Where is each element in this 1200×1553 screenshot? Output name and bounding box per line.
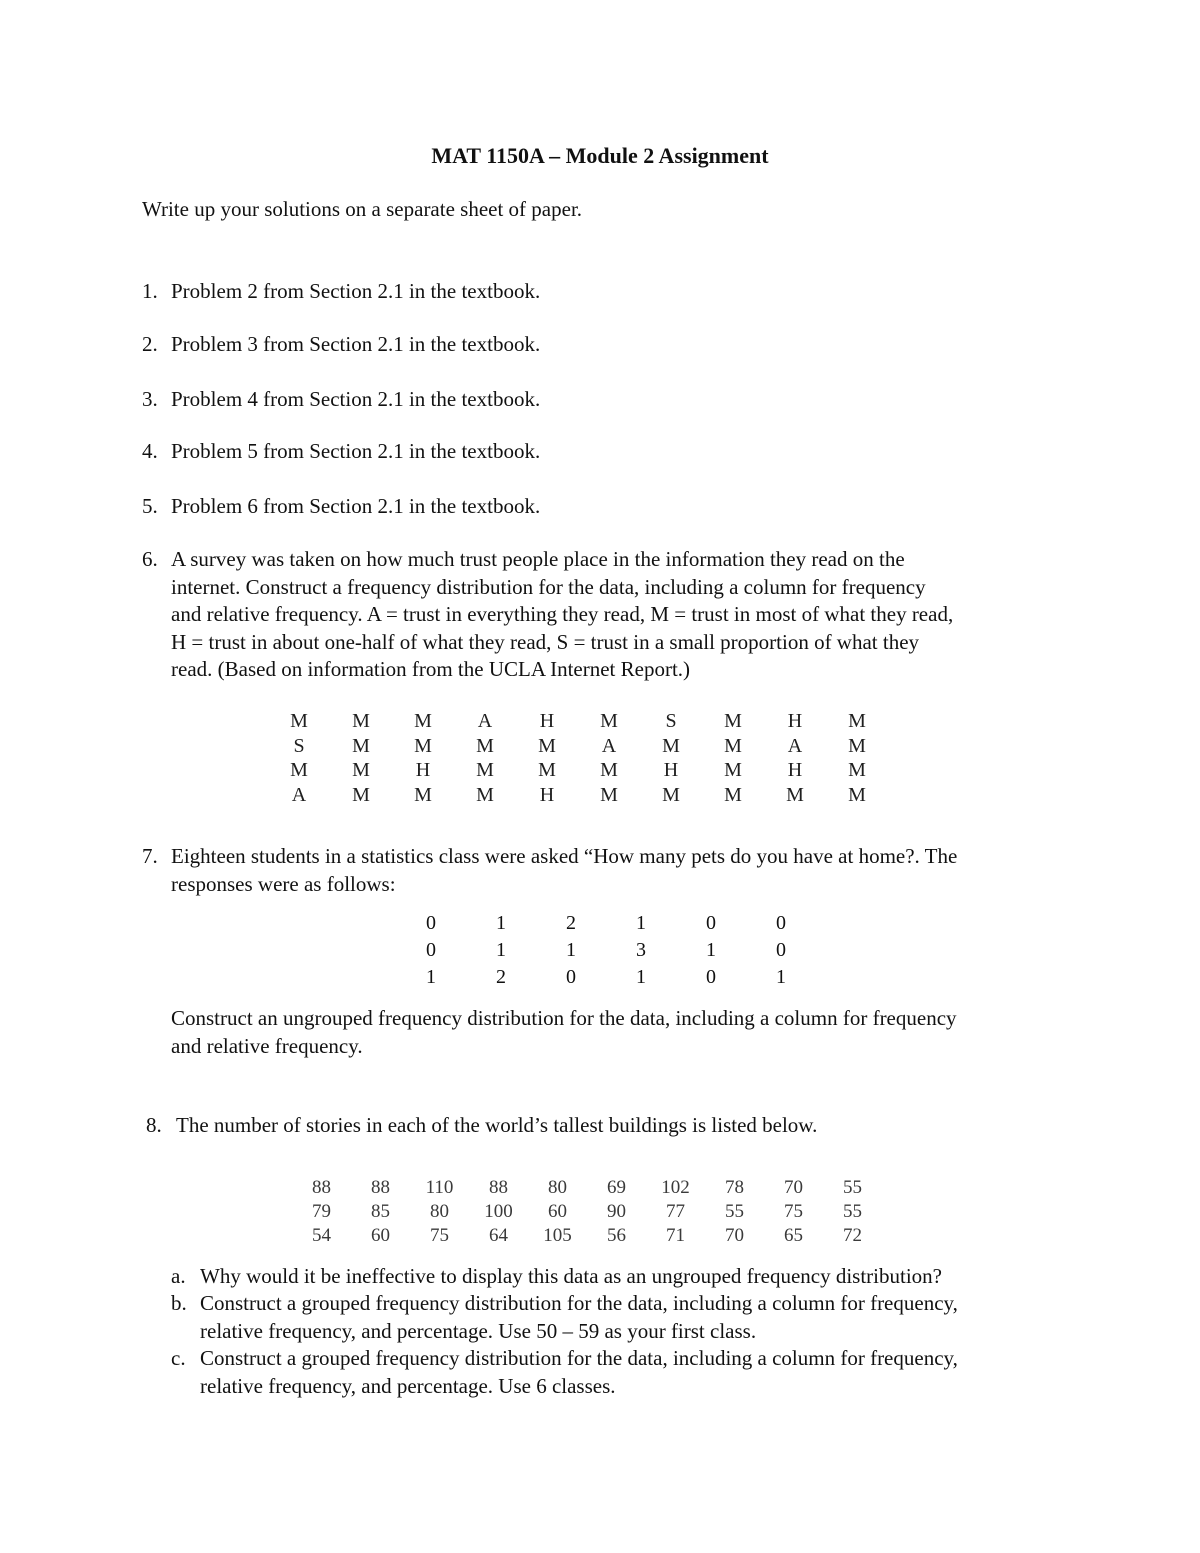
table-cell: M (600, 710, 618, 732)
table-cell: 1 (496, 912, 506, 934)
table-cell: 88 (312, 1177, 331, 1198)
part-letter: a. (171, 1264, 186, 1288)
part-letter: c. (171, 1346, 186, 1370)
table-cell: A (601, 734, 617, 757)
table-cell: H (539, 783, 555, 806)
table-cell: 55 (843, 1201, 862, 1222)
text-line: and relative frequency. A = trust in everything they read, M = trust in most of what they read, (171, 602, 954, 626)
table-cell: 72 (843, 1225, 862, 1246)
table-cell: M (538, 759, 556, 781)
text-line: responses were as follows: (171, 871, 396, 896)
problem-6-text (171, 546, 1061, 684)
table-cell: M (538, 734, 556, 757)
text-line: and relative frequency. (171, 1033, 363, 1058)
problem-number: 5. (142, 494, 158, 518)
table-cell: 65 (784, 1225, 803, 1246)
table-cell: M (476, 783, 494, 806)
table-cell: 60 (548, 1201, 567, 1222)
table-cell: 3 (636, 939, 646, 961)
table-cell: A (477, 710, 493, 732)
problem-number: 3. (142, 387, 158, 411)
table-cell: 1 (496, 939, 506, 961)
table-cell: 80 (548, 1177, 567, 1198)
table-cell: 2 (496, 966, 506, 988)
table-row (268, 758, 888, 783)
problem-7-text (171, 843, 1061, 898)
table-cell: M (848, 759, 866, 781)
table-row (396, 910, 816, 937)
table-cell: 1 (426, 966, 436, 988)
table-cell: 78 (725, 1177, 744, 1198)
table-cell: 90 (607, 1201, 626, 1222)
table-cell: 75 (784, 1201, 803, 1222)
table-cell: M (352, 759, 370, 781)
table-cell: 71 (666, 1225, 685, 1246)
table-cell: 1 (566, 939, 576, 961)
table-cell: 55 (725, 1201, 744, 1222)
text-line: relative frequency, and percentage. Use 6 classes. (200, 1373, 616, 1398)
problem-number: 4. (142, 439, 158, 463)
part-text (200, 1290, 1060, 1345)
table-cell: M (662, 734, 680, 757)
part-letter: b. (171, 1291, 187, 1315)
table-cell: M (352, 783, 370, 806)
table-cell: 0 (706, 966, 716, 988)
table-cell: S (293, 734, 305, 757)
document-title: MAT 1150A – Module 2 Assignment (431, 143, 769, 168)
table-cell: M (290, 710, 308, 732)
table-cell: M (724, 759, 742, 781)
table-row (396, 937, 816, 964)
table-cell: S (665, 710, 677, 732)
table-cell: 0 (426, 912, 436, 934)
table-cell: 88 (489, 1177, 508, 1198)
table-cell: M (724, 710, 742, 732)
problem-number: 8. (146, 1113, 162, 1137)
table-cell: 110 (425, 1177, 454, 1198)
table-cell: 0 (776, 939, 786, 961)
table-cell: 1 (636, 966, 646, 988)
table-cell: 0 (566, 966, 576, 988)
problem-number: 1. (142, 279, 158, 303)
problem-text: Problem 6 from Section 2.1 in the textbook. (171, 494, 541, 518)
table-cell: H (787, 759, 803, 781)
table-row (268, 734, 888, 759)
table-cell: M (414, 783, 432, 806)
table-cell: 77 (666, 1201, 685, 1222)
text-line: Eighteen students in a statistics class were asked “How many pets do you have at home?. The (171, 844, 958, 868)
text-line: Construct a grouped frequency distribution for the data, including a column for frequency, (200, 1346, 958, 1370)
table-cell: 0 (426, 939, 436, 961)
table-cell: 85 (371, 1201, 390, 1222)
text-line: read. (Based on information from the UCLA Internet Report.) (171, 657, 691, 681)
instructions: Write up your solutions on a separate sheet of paper. (142, 197, 583, 221)
table-cell: M (414, 734, 432, 757)
text-line: internet. Construct a frequency distribution for the data, including a column for frequency (171, 574, 926, 599)
table-cell: 55 (843, 1177, 862, 1198)
table-cell: M (290, 759, 308, 781)
table-cell: 105 (543, 1225, 572, 1246)
table-cell: M (662, 783, 680, 806)
table-cell: 79 (312, 1201, 331, 1222)
table-cell: M (352, 710, 370, 732)
table-cell: 1 (706, 939, 716, 961)
table-cell: M (724, 734, 742, 757)
problem-text: Problem 5 from Section 2.1 in the textbook. (171, 439, 541, 463)
table-cell: 1 (776, 966, 786, 988)
part-text (200, 1345, 1060, 1400)
table-cell: H (539, 710, 555, 732)
table-cell: A (291, 783, 307, 806)
table-cell: 2 (566, 912, 576, 934)
problem-text: Problem 4 from Section 2.1 in the textbook. (171, 387, 541, 411)
survey-data-table (268, 709, 888, 807)
part-text (200, 1263, 1060, 1291)
table-cell: 64 (489, 1225, 508, 1246)
table-cell: M (476, 759, 494, 781)
table-cell: 60 (371, 1225, 390, 1246)
table-cell: M (352, 734, 370, 757)
table-cell: 75 (430, 1225, 449, 1246)
table-cell: M (600, 783, 618, 806)
table-cell: 56 (607, 1225, 626, 1246)
table-cell: 0 (776, 912, 786, 934)
table-cell: 70 (725, 1225, 744, 1246)
problem-number: 7. (142, 844, 158, 868)
buildings-data-table (292, 1176, 882, 1248)
table-cell: 70 (784, 1177, 803, 1198)
text-line: A survey was taken on how much trust people place in the information they read on the (171, 547, 905, 571)
table-cell: 102 (661, 1177, 690, 1198)
table-cell: M (600, 759, 618, 781)
table-cell: 54 (312, 1225, 331, 1246)
problem-text: The number of stories in each of the world’s tallest buildings is listed below. (176, 1113, 818, 1137)
table-row (292, 1200, 882, 1224)
table-cell: M (414, 710, 432, 732)
table-cell: M (848, 783, 866, 806)
text-line: Construct an ungrouped frequency distribution for the data, including a column for frequency (171, 1006, 957, 1030)
problem-number: 6. (142, 547, 158, 571)
table-row (292, 1176, 882, 1200)
text-line: relative frequency, and percentage. Use 50 – 59 as your first class. (200, 1318, 757, 1343)
problem-text: Problem 3 from Section 2.1 in the textbook. (171, 332, 541, 356)
table-row (268, 709, 888, 734)
table-cell: H (663, 759, 679, 781)
table-row (268, 783, 888, 808)
table-cell: 0 (706, 912, 716, 934)
table-cell: M (786, 783, 804, 806)
table-cell: H (787, 710, 803, 732)
table-cell: M (848, 710, 866, 732)
pets-data-table (396, 910, 816, 991)
table-cell: M (724, 783, 742, 806)
problem-number: 2. (142, 332, 158, 356)
table-row (396, 964, 816, 991)
table-cell: 80 (430, 1201, 449, 1222)
table-cell: 88 (371, 1177, 390, 1198)
table-cell: 1 (636, 912, 646, 934)
table-cell: M (848, 734, 866, 757)
table-cell: M (476, 734, 494, 757)
table-cell: A (787, 734, 803, 757)
table-cell: 69 (607, 1177, 626, 1198)
table-cell: 100 (484, 1201, 513, 1222)
text-line: Why would it be ineffective to display this data as an ungrouped frequency distribution? (200, 1264, 943, 1288)
table-row (292, 1224, 882, 1248)
table-cell: H (415, 759, 431, 781)
text-line: Construct a grouped frequency distribution for the data, including a column for frequency, (200, 1291, 958, 1315)
text-line: H = trust in about one-half of what they read, S = trust in a small proportion of what they (171, 629, 920, 654)
problem-text: Problem 2 from Section 2.1 in the textbook. (171, 279, 541, 303)
problem-7-instructions (171, 1005, 1061, 1060)
